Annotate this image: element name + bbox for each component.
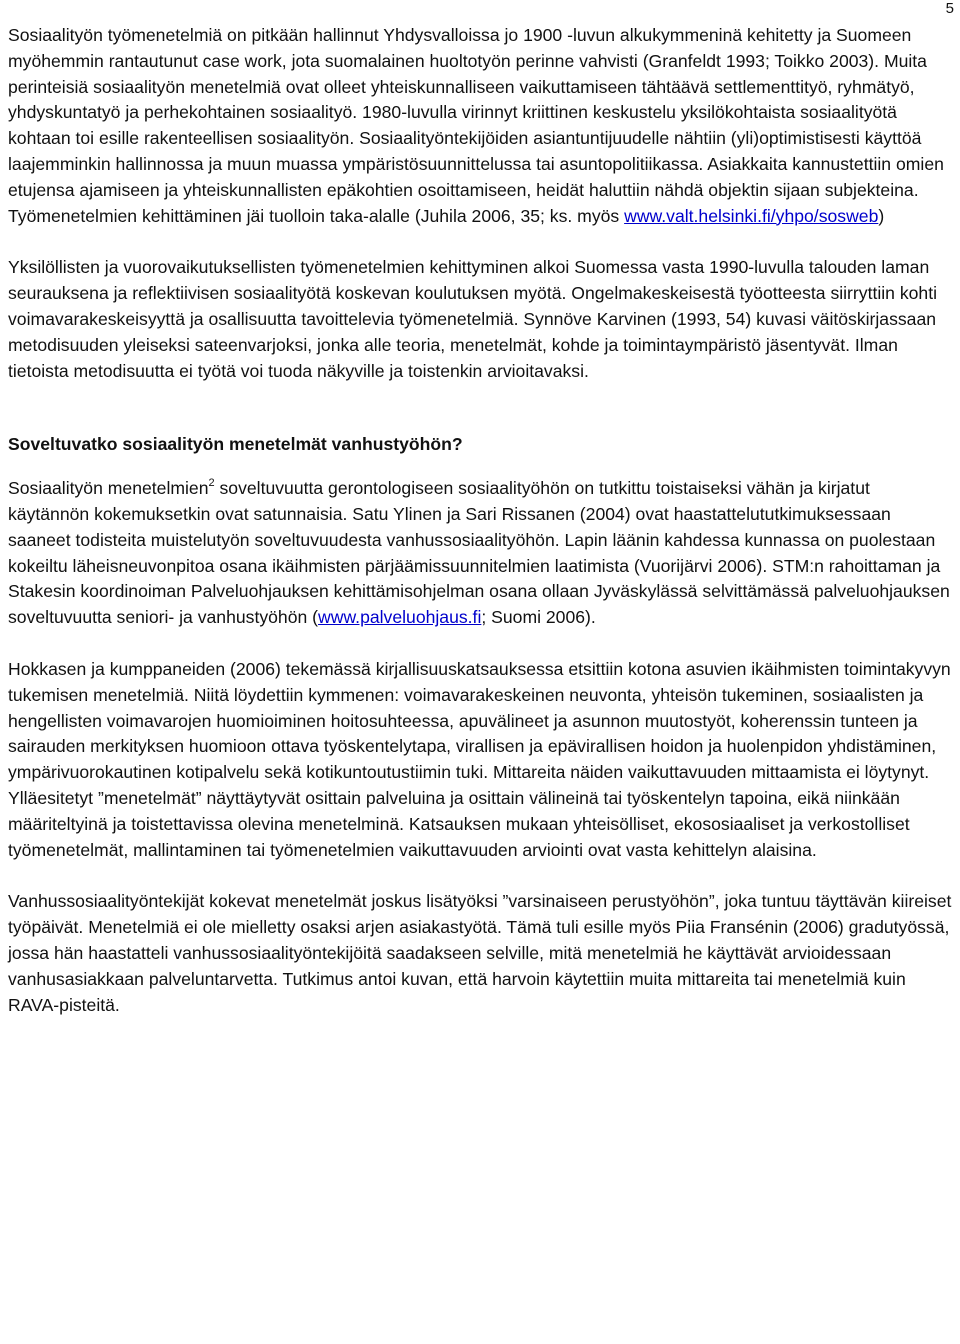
paragraph-text: Sosiaalityön työmenetelmiä on pitkään hallinnut Yhdysvalloissa jo 1900 -luvun alkukymmeninä kehitetty ja Suomeen myöhemmin rantautunut case work, jota suomalainen huoltotyön perinne vahvisti (Granfeldt 1993; Toikko 2003). Muita perinteisiä sosiaalityön menetelmiä ovat olleet yhteiskunnalliseen vaikuttamiseen tähtäävä settlementtityö, ryhmätyö, yhdyskuntatyö ja perhekohtainen sosiaalityö. 1980-luvulla virinnyt kriittinen keskustelu yksilökohtaista sosiaalityötä kohtaan toi esille rakenteellisen sosiaalityön. Sosiaalityöntekijöiden asiantuntijuudelle nähtiin (yli)optimistisesti käyttöä laajemminkin hallinnossa ja muun muassa ympäristösuunnittelussa tai asuntopolitiikassa. Asiakkaita kannustettiin omien etujensa ajamiseen ja yhteiskunnallisten epäkohtien osoittamiseen, heidät haluttiin nähdä objektin sijaan subjekteina. Työmenetelmien kehittäminen jäi tuolloin taka-alalle (Juhila 2006, 35; ks. myös bbox=[8, 25, 944, 226]
palveluohjaus-link[interactable]: www.palveluohjaus.fi bbox=[318, 607, 482, 628]
page-number: 5 bbox=[945, 0, 954, 17]
sosweb-link[interactable]: www.valt.helsinki.fi/yhpo/sosweb bbox=[624, 205, 879, 226]
document-body bbox=[8, 23, 954, 1018]
paragraph-spacer bbox=[8, 863, 954, 889]
paragraph-spacer bbox=[8, 229, 954, 255]
paragraph-text: soveltuvuutta gerontologiseen sosiaalityöhön on tutkittu toistaiseksi vähän ja kirjatut käytännön kokemuksetkin ovat satunnaisia. Satu Ylinen ja Sari Rissanen (2004) ovat haastattelututkimuksessaan saaneet todisteita muistelutyön soveltuvuudesta vanhussosiaalityöhön. Lapin läänin kahdessa kunnassa on puolestaan kokeiltu läheisneuvonpitoa osana ikäihmisten pärjäämissuunnitelmien laatimista (Vuorijärvi 2006). STM:n rahoittaman ja Stakesin koordinoiman Palveluohjauksen kehittämisohjelman osana ollaan Jyväskylässä selvittämässä palveluohjauksen soveltuvuutta seniori- ja vanhustyöhön ( bbox=[8, 478, 950, 628]
paragraph-literature-review: Hokkasen ja kumppaneiden (2006) tekemässä kirjallisuuskatsauksessa etsittiin kotona asuvien ikäihmisten toimintakyvyn tukemisen menetelmiä. Niitä löydettiin kymmenen: voimavarakeskeinen neuvonta, yhteisön tukeminen, sosiaalisten ja hengellisten voimavarojen huomioiminen hoitosuhteessa, apuvälineet ja asunnon muutostyöt, koherenssin tunteen ja sairauden merkityksen huomioon ottava työskentelytapa, virallisen ja epävirallisen hoidon ja huolenpidon yhdistäminen, ympärivuorokautinen kotipalvelu sekä kotikuntoutustiimin tuki. Mittareita näiden vaikuttavuuden mittaamista ei löytynyt. Ylläesitetyt ”menetelmät” näyttäytyvät osittain palveluina ja osittain välineinä tai työskentelyn tapoina, eikä niinkään määriteltyinä ja toistettavissa olevina menetelminä. Katsauksen mukaan yhteisölliset, ekososiaaliset ja verkostolliset työmenetelmät, mallintaminen tai työmenetelmien vaikuttavuuden arviointi ovat vasta kehittelyn alaisina. bbox=[8, 658, 951, 860]
paragraph-case-work bbox=[8, 23, 954, 229]
section-spacer bbox=[8, 384, 954, 432]
paragraph-1990s: Yksilöllisten ja vuorovaikutuksellisten työmenetelmien kehittyminen alkoi Suomessa vasta 1990-luvulla talouden laman seurauksena ja reflektiivisen sosiaalityötä koskevan koulutuksen myötä. Ongelmakeskeisestä työotteesta siirryttiin kohti voimavarakeskeisyyttä ja osallisuutta tavoittelevia työmenetelmiä. Synnöve Karvinen (1993, 54) kuvasi väitöskirjassaan metodisuuden yleiseksi sateenvarjoksi, jonka alle teoria, menetelmät, kohde ja toimintaympäristö jäsentyvät. Ilman tietoista metodisuutta ei työtä voi tuoda näkyville ja toistenkin arvioitavaksi. bbox=[8, 257, 938, 381]
footnote-marker[interactable]: 2 bbox=[208, 477, 215, 490]
paragraph-tail: ; Suomi 2006). bbox=[481, 607, 596, 628]
heading-spacer bbox=[8, 458, 954, 476]
section-heading: Soveltuvatko sosiaalityön menetelmät vanhustyöhön? bbox=[8, 434, 463, 455]
paragraph-methods-elderly bbox=[8, 476, 954, 631]
paragraph-social-workers: Vanhussosiaalityöntekijät kokevat menetelmät joskus lisätyöksi ”varsinaiseen perustyöhön”, joka tuntuu täyttävän kiireiset työpäivät. Menetelmiä ei ole mielletty osaksi arjen asiakastyötä. Tämä tuli esille myös Piia Fransénin (2006) gradutyössä, jossa hän haastatteli vanhussosiaalityöntekijöitä saadakseen selville, mitä menetelmiä he käyttävät arvioidessaan vanhusasiakkaan palveluntarvetta. Tutkimus antoi kuvan, että harvoin käytettiin muita mittareita tai menetelmiä kuin RAVA-pisteitä. bbox=[8, 891, 952, 1015]
paragraph-spacer bbox=[8, 631, 954, 657]
paragraph-tail: ) bbox=[878, 205, 885, 226]
paragraph-start: Sosiaalityön menetelmien bbox=[8, 478, 209, 499]
